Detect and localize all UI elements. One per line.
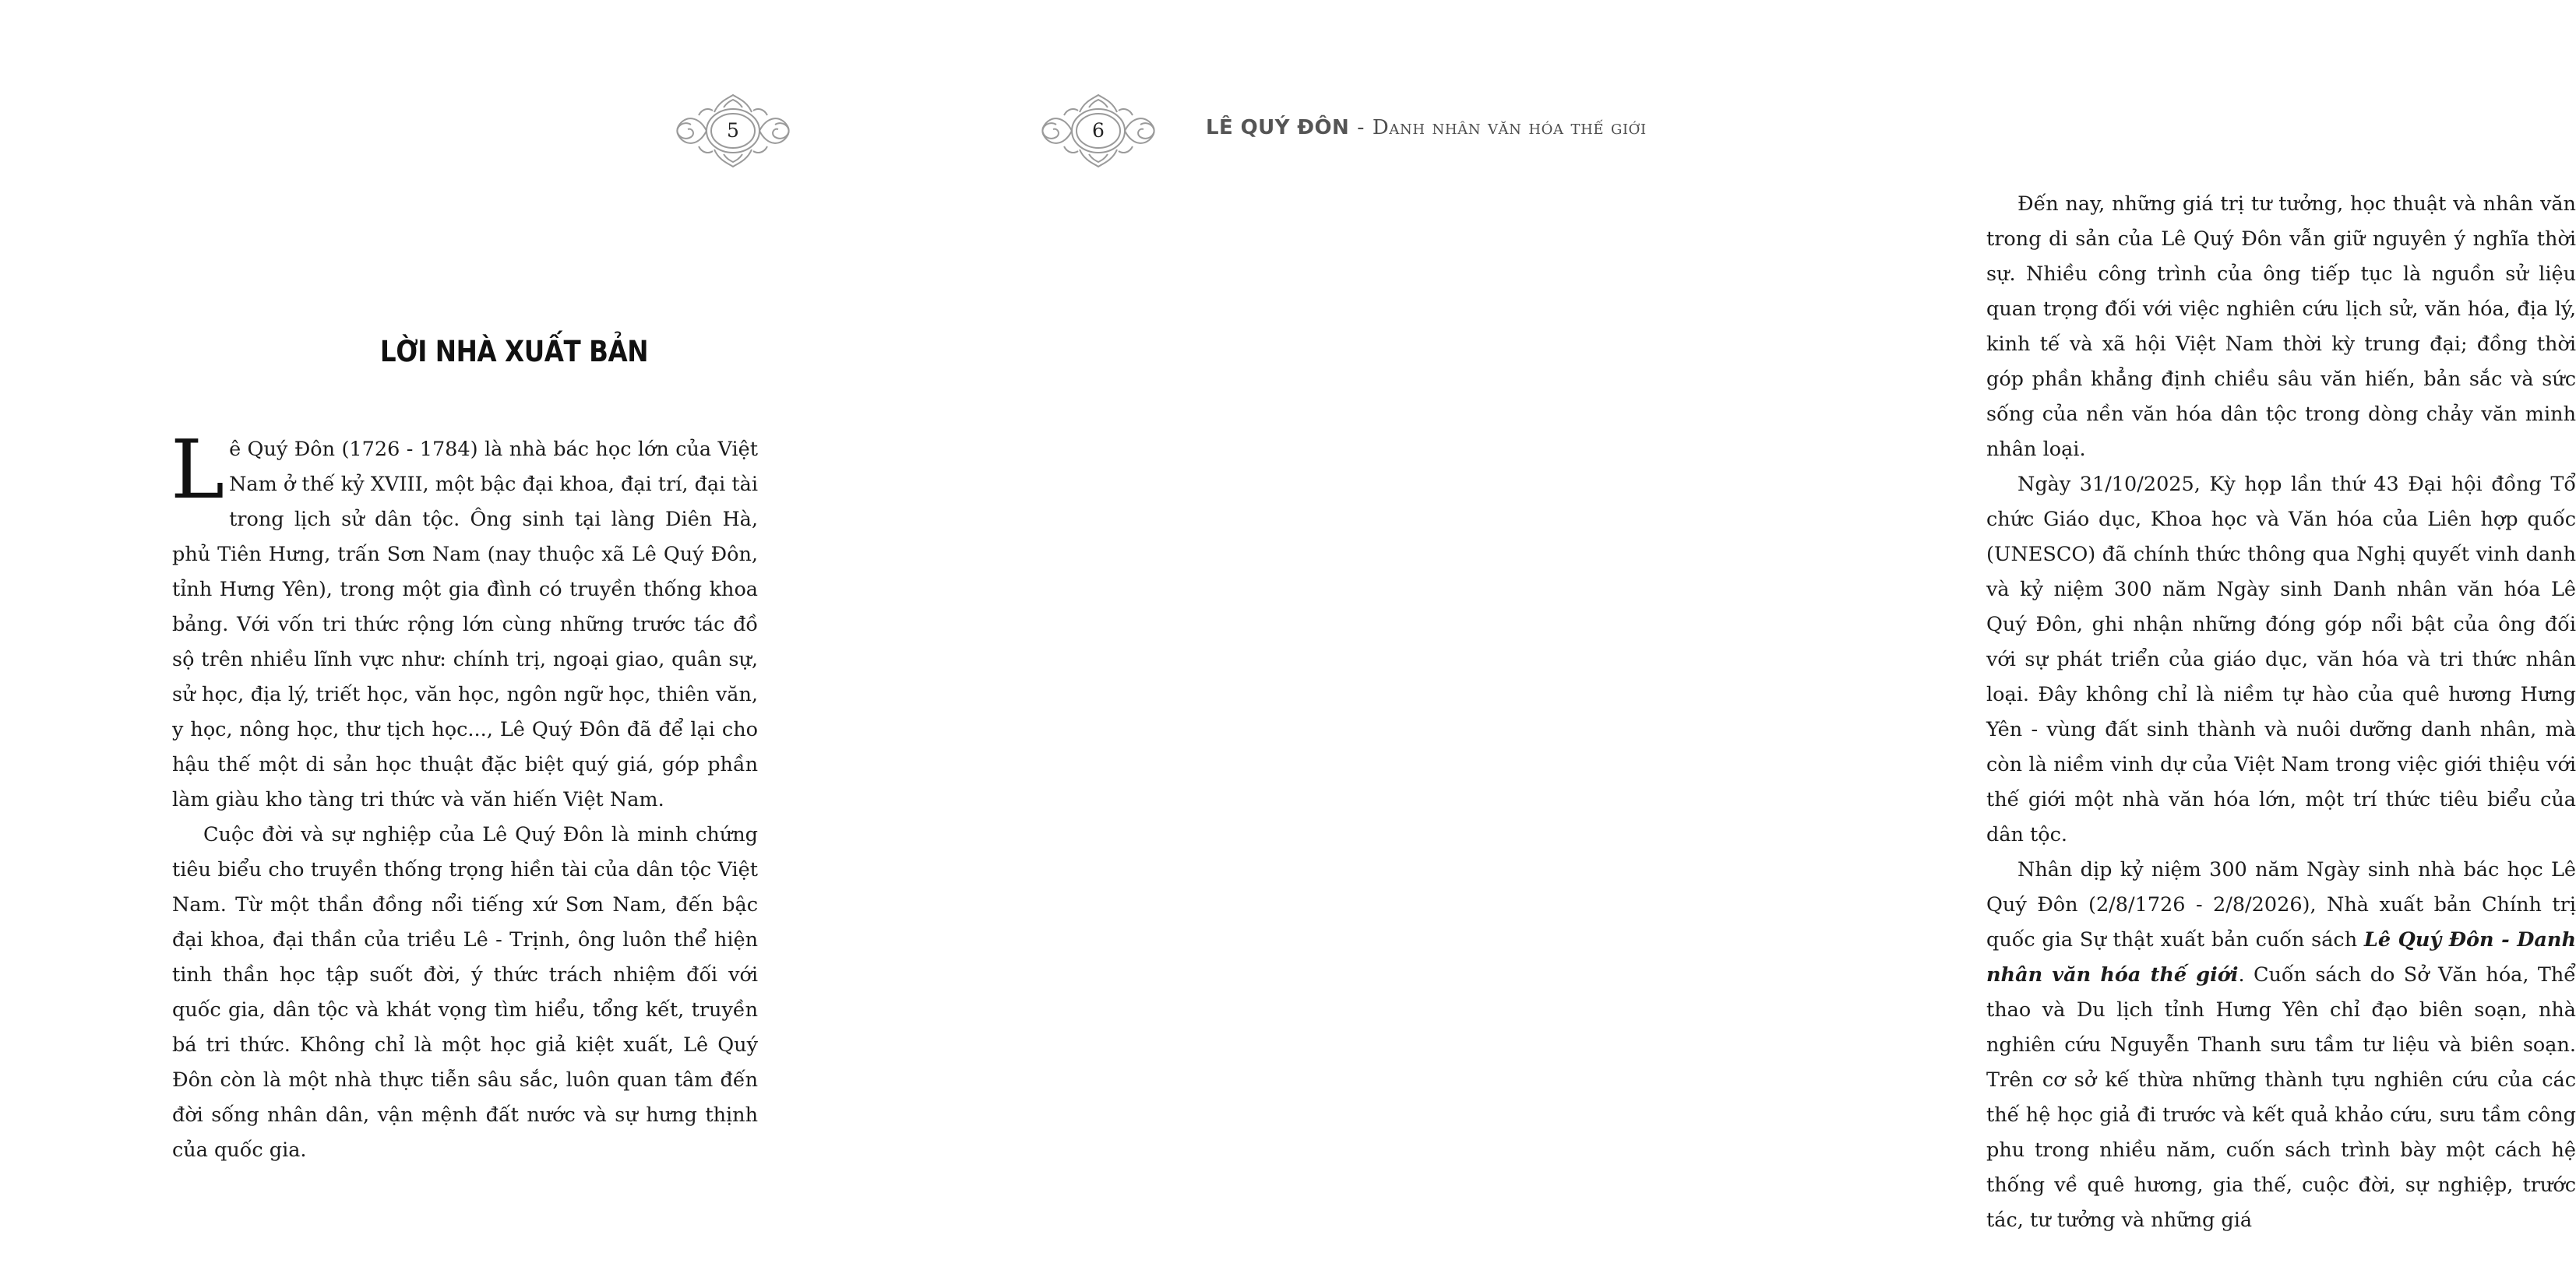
paragraph-text: . Cuốn sách do Sở Văn hóa, Thể thao và Du lịch tỉnh Hưng Yên chỉ đạo biên soạn, nhà nghiên cứu Nguyễn Thanh sưu tầm tư liệu và biên soạn. Trên cơ sở kế thừa những thành tựu nghiên cứu của các thế hệ học giả đi trước và kết quả khảo cứu, sưu tầm công phu trong nhiều năm, cuốn sách trình bày một cách hệ thống về quê hương, gia thế, cuộc đời, sự nghiệp, trước tác, tư tưởng và những giá [1986, 963, 2576, 1232]
paragraph [1986, 853, 2576, 1238]
page-number-ornament [668, 92, 798, 170]
paragraph-text: Nhân dịp kỷ niệm 300 năm Ngày sinh nhà bác học Lê Quý Đôn (2/8/1726 - 2/8/2026), Nhà xuất bản Chính trị quốc gia Sự thật xuất bản cuốn sách [1986, 858, 2576, 952]
left-body-text [171, 422, 758, 1162]
page-number: 6 [1092, 119, 1105, 142]
right-body-text [1986, 187, 2576, 1232]
chapter-title: LỜI NHÀ XUẤT BẢN [379, 335, 649, 368]
header-book-title: Danh nhân văn hóa thế giới [1372, 116, 1647, 139]
paragraph-text: ê Quý Đôn (1726 - 1784) là nhà bác học lớn của Việt Nam ở thế kỷ XVIII, một bậc đại khoa, đại trí, đại tài trong lịch sử dân tộc. Ông sinh tại làng Diên Hà, phủ Tiên Hưng, trấn Sơn Nam (nay thuộc xã Lê Quý Đôn, tỉnh Hưng Yên), trong một gia đình có truyền thống khoa bảng. Với vốn tri thức rộng lớn cùng những trước tác đồ sộ trên nhiều lĩnh vực như: chính trị, ngoại giao, quân sự, sử học, địa lý, triết học, văn học, ngôn ngữ học, thiên văn, y học, nông học, thư tịch học..., Lê Quý Đôn đã để lại cho hậu thế một di sản học thuật đặc biệt quý giá, góp phần làm giàu kho tàng tri thức và văn hiến Việt Nam. [172, 438, 758, 811]
paragraph: Đến nay, những giá trị tư tưởng, học thuật và nhân văn trong di sản của Lê Quý Đôn vẫn giữ nguyên ý nghĩa thời sự. Nhiều công trình của ông tiếp tục là nguồn sử liệu quan trọng đối với việc nghiên cứu lịch sử, văn hóa, địa lý, kinh tế và xã hội Việt Nam thời kỳ trung đại; đồng thời góp phần khẳng định chiều sâu văn hiến, bản sắc và sức sống của nền văn hóa dân tộc trong dòng chảy văn minh nhân loại. [1986, 192, 2576, 461]
page-number-ornament [1033, 92, 1164, 170]
drop-cap: L [171, 422, 225, 517]
left-page [0, 0, 911, 1288]
book-title: Lê Quý Đôn - Danh nhân văn hóa thế giới [1986, 928, 2576, 987]
paragraph [171, 422, 758, 818]
header-separator: - [1357, 116, 1365, 139]
right-page [911, 0, 2576, 1288]
paragraph: Ngày 31/10/2025, Kỳ họp lần thứ 43 Đại hội đồng Tổ chức Giáo dục, Khoa học và Văn hóa của Liên hợp quốc (UNESCO) đã chính thức thông qua Nghị quyết vinh danh và kỷ niệm 300 năm Ngày sinh Danh nhân văn hóa Lê Quý Đôn, ghi nhận những đóng góp nổi bật của ông đối với sự phát triển của giáo dục, văn hóa và tri thức nhân loại. Đây không chỉ là niềm tự hào của quê hương Hưng Yên - vùng đất sinh thành và nuôi dưỡng danh nhân, mà còn là niềm vinh dự của Việt Nam trong việc giới thiệu với thế giới một nhà văn hóa lớn, một trí thức tiêu biểu của dân tộc. [1986, 473, 2576, 846]
page-number: 5 [727, 119, 739, 142]
header-author-name: LÊ QUÝ ĐÔN [1206, 116, 1350, 139]
paragraph: Cuộc đời và sự nghiệp của Lê Quý Đôn là minh chứng tiêu biểu cho truyền thống trọng hiền tài của dân tộc Việt Nam. Từ một thần đồng nổi tiếng xứ Sơn Nam, đến bậc đại khoa, đại thần của triều Lê - Trịnh, ông luôn thể hiện tinh thần học tập suốt đời, ý thức trách nhiệm đối với quốc gia, dân tộc và khát vọng tìm hiểu, tổng kết, truyền bá tri thức. Không chỉ là một học giả kiệt xuất, Lê Quý Đôn còn là một nhà thực tiễn sâu sắc, luôn quan tâm đến đời sống nhân dân, vận mệnh đất nước và sự hưng thịnh của quốc gia. [172, 823, 758, 1162]
running-header [1206, 116, 1673, 150]
